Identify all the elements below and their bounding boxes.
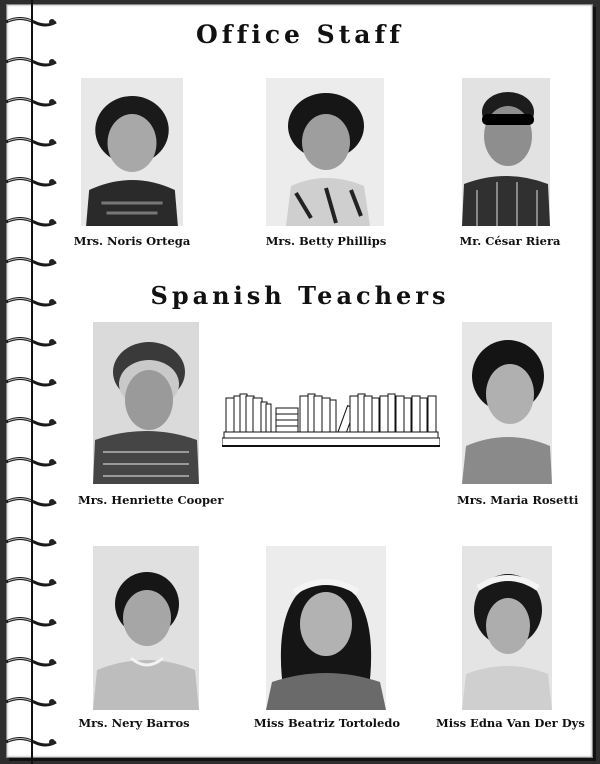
caption-ortega: Mrs. Noris Ortega (73, 234, 191, 248)
teacher-photo-rosetti (462, 322, 552, 484)
book (396, 396, 404, 432)
book (266, 404, 271, 432)
caption-vanderdys: Miss Edna Van Der Dys (436, 716, 585, 730)
book (350, 396, 358, 432)
staff-photo-ortega (81, 78, 183, 226)
caption-tortoledo: Miss Beatriz Tortoledo (253, 716, 401, 730)
staff-photo-riera (462, 78, 550, 226)
book (380, 396, 388, 432)
caption-riera: Mr. César Riera (459, 234, 561, 248)
caption-cooper: Mrs. Henriette Cooper (78, 493, 224, 507)
book (330, 400, 336, 432)
book (404, 398, 411, 432)
book (300, 396, 308, 432)
binding-spine (31, 0, 33, 764)
teacher-photo-tortoledo (266, 546, 386, 710)
book (314, 396, 322, 432)
book (276, 414, 298, 420)
caption-barros: Mrs. Nery Barros (78, 716, 190, 730)
book (420, 398, 427, 432)
staff-photo-phillips (266, 78, 384, 226)
caption-rosetti: Mrs. Maria Rosetti (457, 493, 579, 507)
bookshelf-illustration (222, 392, 440, 450)
book (226, 398, 234, 432)
teacher-photo-cooper (93, 322, 199, 484)
book (276, 408, 298, 414)
teacher-photo-vanderdys (462, 546, 552, 710)
book (388, 394, 395, 432)
caption-phillips: Mrs. Betty Phillips (265, 234, 387, 248)
book (322, 398, 330, 432)
book (276, 426, 298, 432)
book (276, 420, 298, 426)
book (364, 396, 372, 432)
teacher-photo-barros (93, 546, 199, 710)
book (372, 398, 379, 432)
book (412, 396, 420, 432)
book (428, 396, 436, 432)
section-title-office-staff: Office Staff (196, 20, 404, 49)
section-title-spanish-teachers: Spanish Teachers (150, 281, 450, 310)
